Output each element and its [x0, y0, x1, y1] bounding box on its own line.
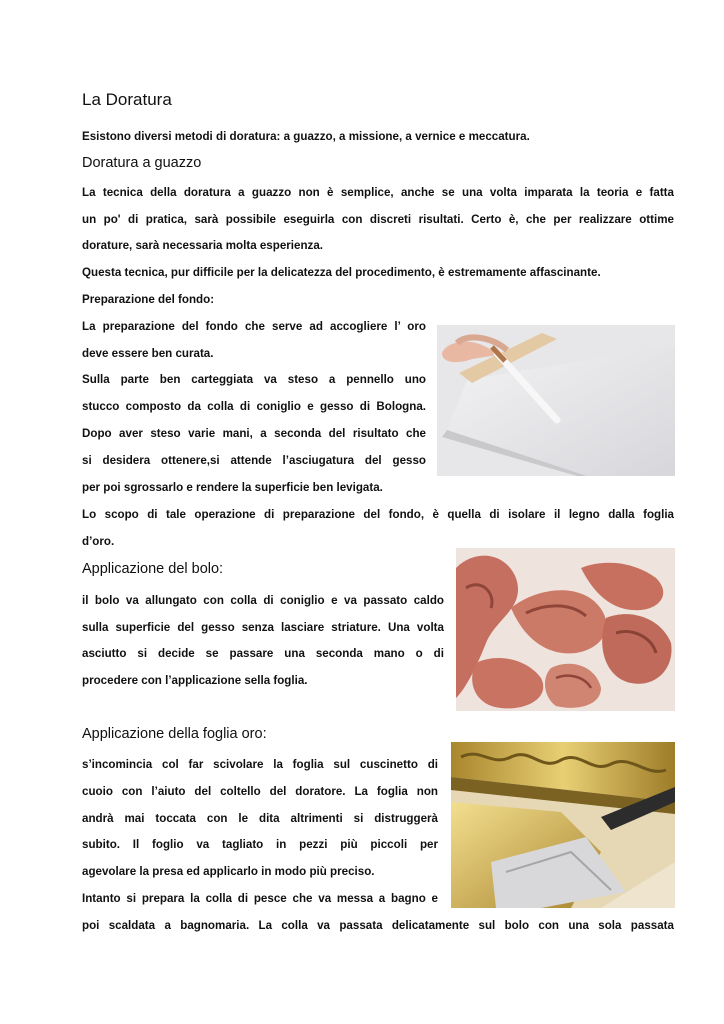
text-line: cuoio con l’aiuto del coltello del doratore. La foglia non [82, 785, 438, 798]
bolo-carving-illustration [456, 548, 675, 711]
text-line: agevolare la presa ed applicarlo in modo più preciso. [82, 865, 375, 878]
text-line: per poi sgrossarlo e rendere la superficie ben levigata. [82, 481, 383, 494]
gesso-board-illustration [437, 325, 675, 476]
text-line: Lo scopo di tale operazione di preparazione del fondo, è quella di isolare il legno dalla foglia [82, 508, 674, 521]
heading-applicazione-foglia: Applicazione della foglia oro: [82, 726, 267, 742]
text-line: La tecnica della doratura a guazzo non è semplice, anche se una volta imparata la teoria e fatta [82, 186, 674, 199]
text-line: andrà mai toccata con le dita altrimenti si distruggerà [82, 812, 438, 825]
page-title: La Doratura [82, 90, 172, 109]
text-line: La preparazione del fondo che serve ad accogliere l’ oro [82, 320, 426, 333]
gold-leaf-illustration [451, 742, 675, 908]
text-line: d’oro. [82, 535, 115, 548]
text-line: stucco composto da colla di coniglio e gesso di Bologna. [82, 400, 426, 413]
text-line: Sulla parte ben carteggiata va steso a pennello uno [82, 373, 426, 386]
text-line: subito. Il foglio va tagliato in pezzi più piccoli per [82, 838, 438, 851]
text-line: s’incomincia col far scivolare la foglia sul cuscinetto di [82, 758, 438, 771]
photo-foglia-oro [451, 742, 675, 908]
photo-preparazione-fondo [437, 325, 675, 476]
intro-paragraph: Esistono diversi metodi di doratura: a guazzo, a missione, a vernice e meccatura. [82, 130, 530, 143]
heading-doratura-guazzo: Doratura a guazzo [82, 155, 202, 171]
photo-bolo-intagli [456, 548, 675, 711]
text-line: Dopo aver steso varie mani, a seconda del risultato che [82, 427, 426, 440]
text-line: sulla superficie del gesso senza lasciare striature. Una volta [82, 621, 444, 634]
text-line: deve essere ben curata. [82, 347, 214, 360]
text-line: Intanto si prepara la colla di pesce che va messa a bagno e [82, 892, 438, 905]
text-line: poi scaldata a bagnomaria. La colla va passata delicatamente sul bolo con una sola passata [82, 919, 674, 932]
heading-applicazione-bolo: Applicazione del bolo: [82, 561, 224, 577]
text-line: procedere con l’applicazione sella foglia. [82, 674, 308, 687]
text-line: asciutto si decide se passare una seconda mano o di [82, 647, 444, 660]
text-line: il bolo va allungato con colla di coniglio e va passato caldo [82, 594, 444, 607]
subheading-preparazione-fondo: Preparazione del fondo: [82, 293, 215, 306]
text-line: un po' di pratica, sarà possibile eseguirla con discreti risultati. Certo è, che per realizzare ottime [82, 213, 674, 226]
text-line: si desidera ottenere,si attende l’asciugatura del gesso [82, 454, 426, 467]
text-line: dorature, sarà necessaria molta esperienza. [82, 239, 324, 252]
text-line: Questa tecnica, pur difficile per la delicatezza del procedimento, è estremamente affascinante. [82, 266, 601, 279]
